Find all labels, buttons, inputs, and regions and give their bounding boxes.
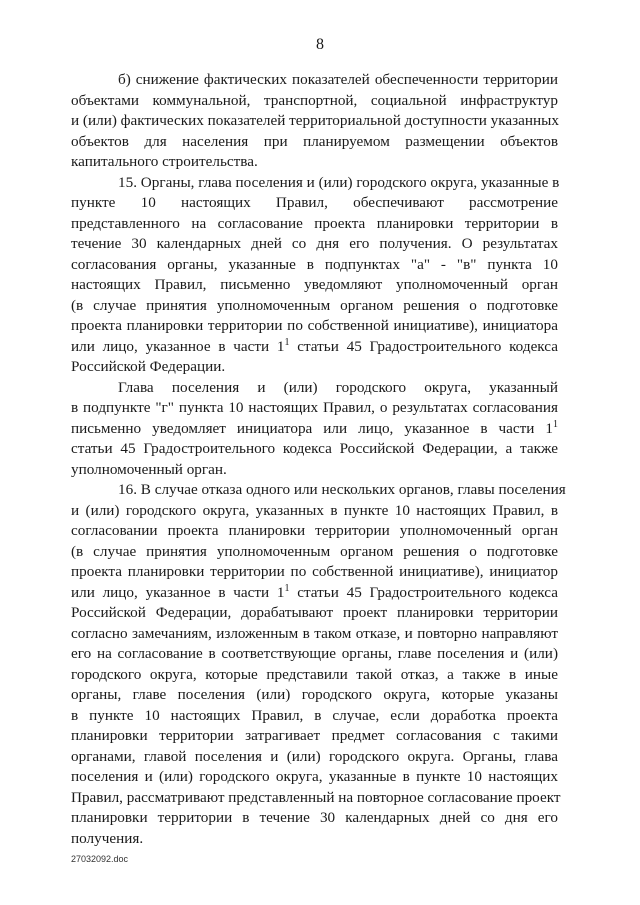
line-text: письменно уведомляет инициатора или лицо, указанное в части 1	[71, 419, 553, 437]
line-text: и (или) фактических показателей территориальной доступности указанных	[71, 112, 559, 129]
text-line	[71, 788, 561, 809]
line-text: планировки территории в течение 30 календарных дней со дня его	[71, 809, 558, 826]
text-line	[71, 706, 558, 727]
text-line	[71, 583, 558, 604]
line-text: поселения и (или) городского округа, указанные в пункте 10 настоящих	[71, 768, 558, 785]
text-line	[71, 234, 558, 255]
text-line	[71, 419, 558, 440]
line-text: в пункте 10 настоящих Правил, в случае, если доработка проекта	[71, 706, 558, 724]
line-text-continued: статьи 45 Градостроительного кодекса	[289, 583, 558, 601]
line-text: статьи 45 Градостроительного кодекса Российской Федерации, а также	[71, 440, 558, 457]
text-line	[71, 747, 558, 768]
text-line	[71, 521, 558, 542]
line-text: капитального строительства.	[71, 153, 258, 170]
text-line	[71, 665, 558, 686]
text-line	[71, 808, 558, 829]
line-text-continued: статьи 45 Градостроительного кодекса	[289, 337, 558, 355]
text-line	[71, 398, 558, 419]
text-line	[71, 337, 558, 358]
paragraph	[71, 378, 558, 481]
line-text: и (или) городского округа, указанных в пункте 10 настоящих Правил, в	[71, 501, 558, 519]
text-line	[71, 132, 558, 153]
line-text: представленного на согласование проекта планировки территории в	[71, 214, 558, 232]
text-line	[71, 562, 558, 583]
text-line	[71, 357, 558, 378]
text-line	[71, 767, 558, 788]
line-text: Правил, рассматривают представленный на повторное согласование проект	[71, 788, 561, 806]
line-text: 16. В случае отказа одного или нескольких органов, главы поселения	[118, 481, 566, 498]
text-line	[71, 91, 558, 112]
line-text: планировки территории затрагивает предмет согласования с такими	[71, 727, 558, 744]
text-line	[71, 193, 558, 214]
line-text: согласно замечаниям, изложенным в таком отказе, и повторно направляют	[71, 624, 558, 642]
text-line	[71, 542, 558, 563]
line-text: течение 30 календарных дней со дня его получения. О результатах	[71, 235, 558, 252]
line-text: Российской Федерации.	[71, 358, 226, 375]
text-line	[71, 173, 558, 194]
text-line	[71, 439, 558, 460]
line-text: Российской Федерации, дорабатывают проект планировки территории	[71, 604, 558, 621]
superscript: 1	[284, 336, 290, 348]
line-text: объектов для населения при планируемом размещении объектов	[71, 132, 558, 150]
text-line	[71, 603, 558, 624]
line-text: согласования органы, указанные в подпунктах "а" - "в" пункта 10	[71, 255, 558, 273]
document-body	[71, 70, 566, 849]
line-text: проекта планировки территории по собственной инициативе), инициатор	[71, 563, 558, 580]
text-line	[71, 275, 558, 296]
text-line	[71, 624, 558, 645]
line-text: пункте 10 настоящих Правил, обеспечивают рассмотрение	[71, 194, 558, 211]
superscript: 1	[553, 418, 558, 430]
page-number: 8	[316, 36, 324, 53]
line-text: согласовании проекта планировки территории уполномоченный орган	[71, 522, 558, 539]
text-line	[71, 152, 558, 173]
text-line	[71, 214, 558, 235]
text-line	[71, 829, 558, 850]
text-line	[71, 316, 558, 337]
line-text: б) снижение фактических показателей обеспеченности территории	[118, 71, 558, 88]
file-name-footer: 27032092.doc	[71, 854, 129, 864]
line-text: органами, главой поселения и (или) городского округа. Органы, глава	[71, 747, 558, 765]
line-text: уполномоченный орган.	[71, 460, 227, 478]
line-text: или лицо, указанное в части 1	[71, 337, 285, 355]
superscript: 1	[284, 582, 290, 594]
paragraph	[71, 70, 558, 173]
line-text: (в случае принятия уполномоченным органом решения о подготовке	[71, 542, 558, 560]
text-line	[71, 255, 558, 276]
text-line	[71, 480, 566, 501]
line-text: получения.	[71, 829, 144, 847]
line-text: или лицо, указанное в части 1	[71, 583, 285, 601]
line-text: его на согласование в соответствующие органы, главе поселения и (или)	[71, 645, 558, 662]
text-line	[71, 460, 558, 481]
text-line	[71, 501, 558, 522]
line-text: объектами коммунальной, транспортной, социальной инфраструктур	[71, 91, 558, 109]
text-line	[71, 70, 558, 91]
text-line	[71, 644, 558, 665]
line-text: проекта планировки территории по собственной инициативе), инициатора	[71, 317, 558, 334]
paragraph	[71, 480, 566, 849]
text-line	[71, 726, 558, 747]
paragraph	[71, 173, 558, 378]
line-text: Глава поселения и (или) городского округа, указанный	[118, 378, 558, 396]
text-line	[71, 378, 558, 399]
text-line	[71, 296, 558, 317]
line-text: в подпункте "г" пункта 10 настоящих Правил, о результатах согласования	[71, 399, 558, 416]
text-line	[71, 685, 558, 706]
text-line	[71, 111, 558, 132]
line-text: органы, главе поселения (или) городского округа, которые указаны	[71, 686, 558, 703]
line-text: (в случае принятия уполномоченным органом решения о подготовке	[71, 296, 558, 314]
line-text: настоящих Правил, письменно уведомляют уполномоченный орган	[71, 276, 558, 293]
line-text: 15. Органы, глава поселения и (или) городского округа, указанные в	[118, 173, 560, 191]
line-text: городского округа, которые представили такой отказ, а также в иные	[71, 665, 558, 683]
